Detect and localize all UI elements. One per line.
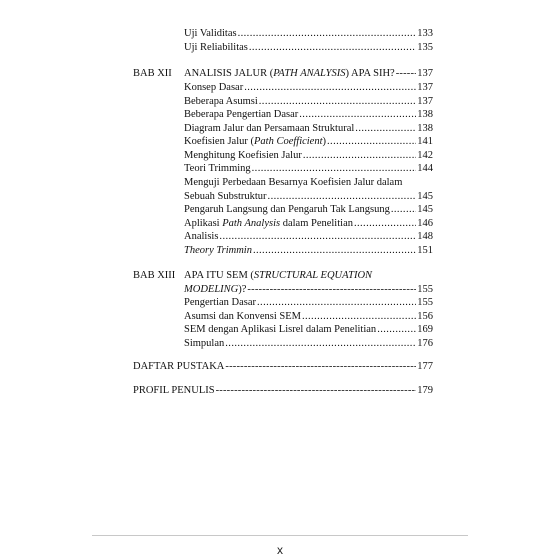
toc-entry [0,41,560,54]
entry-title-part: ) [322,136,327,147]
entry-page: 145 [417,204,433,215]
chapter-title-part: )? [238,284,247,295]
toc-entry [0,310,560,323]
entry-title: Konsep Dasar [184,82,244,93]
entry-page: 146 [417,218,433,229]
chapter-title-italic: MODELING [184,284,239,295]
entry-page: 155 [417,284,433,295]
entry-title: Beberapa Asumsi [184,96,258,107]
dot-leader [244,81,416,94]
toc-entry [0,108,560,121]
entry-page: 133 [417,28,433,39]
dash-leader [247,283,416,296]
entry-title: DAFTAR PUSTAKA [133,361,225,372]
entry-page: 137 [417,82,433,93]
chapter-label: BAB XII [133,68,172,79]
chapter-label: BAB XIII [133,270,176,281]
entry-page: 144 [417,163,433,174]
dot-leader [302,310,416,323]
dot-leader [219,230,416,243]
toc-entry [0,95,560,108]
toc-entry [0,296,560,309]
entry-title: Beberapa Pengertian Dasar [184,109,299,120]
entry-page: 176 [417,338,433,349]
entry-page: 156 [417,311,433,322]
entry-page: 148 [417,231,433,242]
dot-leader [377,323,416,336]
toc-entry [0,217,560,230]
dot-leader [268,190,416,203]
toc-entry [0,149,560,162]
toc-entry [0,323,560,336]
entry-page: 135 [417,42,433,53]
entry-title: Diagram Jalur dan Persamaan Struktural [184,123,355,134]
chapter-title [184,283,246,296]
entry-title [184,217,353,230]
toc-entry [0,122,560,135]
entry-title: Pengertian Dasar [184,297,257,308]
dot-leader [238,27,416,40]
entry-page: 155 [417,297,433,308]
chapter-title-line [184,269,372,282]
dot-leader [259,95,416,108]
chapter-title-part: ) APA SIH? [345,68,395,79]
chapter-heading-cont [0,283,560,296]
entry-title-part: Koefisien Jalur ( [184,136,254,147]
toc-entry-line [0,176,560,189]
entry-page: 145 [417,191,433,202]
entry-title: Theory Trimmin [184,245,252,256]
dot-leader [355,122,416,135]
entry-page: 142 [417,150,433,161]
dash-leader [216,384,416,397]
entry-title: Menghitung Koefisien Jalur [184,150,302,161]
toc-entry [0,162,560,175]
dot-leader [299,108,416,121]
dot-leader [249,41,416,54]
toc-entry [0,81,560,94]
entry-title: Pengaruh Langsung dan Pengaruh Tak Langsung [184,204,390,215]
dot-leader [225,337,416,350]
entry-title: Sebuah Substruktur [184,191,267,202]
dot-leader [391,203,416,216]
entry-title [184,135,326,148]
entry-title: Asumsi dan Konvensi SEM [184,311,301,322]
entry-title: PROFIL PENULIS [133,385,215,396]
entry-page: 151 [417,245,433,256]
dot-leader [354,217,416,230]
dot-leader [327,135,416,148]
chapter-title-part: ANALISIS JALUR ( [184,68,274,79]
toc-entry-daftar-pustaka [0,360,560,373]
entry-title: SEM dengan Aplikasi Lisrel dalam Penelitian [184,324,377,335]
toc-entry [0,135,560,148]
entry-page: 137 [417,68,433,79]
toc-entry [0,190,560,203]
entry-title-italic: Path Analysis [222,218,281,229]
entry-title: Analisis [184,231,219,242]
entry-title-italic: Path Coefficient [253,136,323,147]
entry-title: Uji Reliabilitas [184,42,248,53]
dot-leader [252,162,416,175]
toc-entry [0,244,560,257]
toc-entry [0,27,560,40]
entry-title: Teori Trimming [184,163,251,174]
entry-page: 138 [417,123,433,134]
entry-title-line: Menguji Perbedaan Besarnya Koefisien Jalur dalam [184,177,403,188]
entry-page: 141 [417,136,433,147]
chapter-heading [0,269,560,282]
entry-title: Uji Validitas [184,28,237,39]
entry-page: 179 [417,385,433,396]
toc-entry [0,203,560,216]
dash-leader [225,360,416,373]
chapter-title [184,67,395,80]
close-icon[interactable]: x [277,543,283,557]
entry-page: 138 [417,109,433,120]
toc-entry [0,337,560,350]
toc-entry [0,230,560,243]
toc-entry-profil-penulis [0,384,560,397]
entry-title-part: dalam Penelitian [280,218,353,229]
entry-page: 169 [417,324,433,335]
chapter-title-italic: PATH ANALYSIS [273,68,346,79]
entry-page: 177 [417,361,433,372]
chapter-title-part: APA ITU SEM ( [184,270,254,281]
chapter-heading [0,67,560,80]
entry-title-part: Aplikasi [184,218,223,229]
bottom-divider [92,535,468,536]
dot-leader [253,244,416,257]
entry-title: Simpulan [184,338,225,349]
dot-leader [257,296,416,309]
chapter-title-italic: STRUCTURAL EQUATION [253,270,373,281]
dot-leader [303,149,416,162]
entry-page: 137 [417,96,433,107]
dash-leader [396,67,416,80]
